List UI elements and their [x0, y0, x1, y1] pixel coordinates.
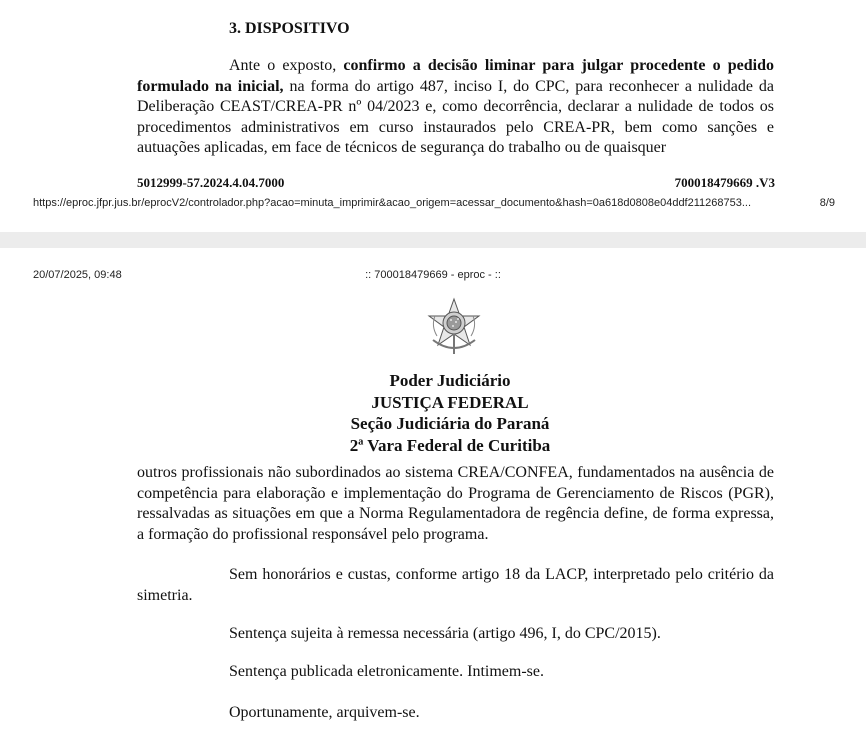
page-separator: [0, 232, 866, 248]
paragraph-intro: Ante o exposto,: [229, 57, 344, 74]
court-line-judiciary: Poder Judiciário: [389, 371, 511, 390]
brazil-coat-of-arms-icon: [425, 296, 483, 358]
remessa-line: Sentença sujeita à remessa necessária (artigo 496, I, do CPC/2015).: [229, 625, 661, 642]
paragraph-bold-text: confirmo a decisão liminar para julgar procedente o pedido formulado na inicial,: [137, 57, 775, 95]
dispositivo-paragraph: [137, 56, 774, 159]
header-document-id: :: 700018479669 - eproc - ::: [365, 269, 501, 281]
publicada-line: Sentença publicada eletronicamente. Intimem-se.: [229, 663, 544, 680]
print-datetime: 20/07/2025, 09:48: [33, 269, 122, 281]
section-heading: 3. DISPOSITIVO: [229, 20, 350, 37]
document-version: 700018479669 .V3: [674, 175, 775, 190]
document-page-bottom: [0, 248, 866, 732]
continuation-text: outros profissionais não subordinados ao sistema CREA/CONFEA, fundamentados na ausência de competência para elaboração e implementação do Programa de Gerenciamento de Riscos (PGR), ressalvadas as situações em que a Norma Regulamentadora de regência define, de forma expressa, a formação do profissional responsável pelo programa.: [137, 464, 774, 543]
fees-text: Sem honorários e custas, conforme artigo 18 da LACP, interpretado pelo critério da simetria.: [137, 566, 774, 604]
arquivem-line: Oportunamente, arquivem-se.: [229, 704, 420, 721]
process-number: 5012999-57.2024.4.04.7000: [137, 175, 285, 190]
footer-url[interactable]: https://eproc.jfpr.jus.br/eprocV2/controlador.php?acao=minuta_imprimir&acao_origem=acessar_documento&hash=0a618d0808e04ddf211268753...: [33, 197, 752, 209]
document-page-top: [0, 0, 866, 232]
court-line-court: 2ª Vara Federal de Curitiba: [349, 435, 551, 455]
court-header: [0, 370, 866, 456]
paragraph-rest: na forma do artigo 487, inciso I, do CPC, para reconhecer a nulidade da Deliberação CEAST/CREA-PR nº 04/2023 e, como decorrência, declarar a nulidade de todos os procedimentos administrativos em curso instaurados pelo CREA-PR, bem como sanções e autuações aplicadas, em face de técnicos de segurança do trabalho ou de quaisquer: [137, 77, 774, 156]
page-indicator: 8/9: [819, 197, 835, 209]
court-line-section: Seção Judiciária do Paraná: [350, 414, 550, 433]
continuation-paragraph: [137, 463, 774, 545]
fees-paragraph: [137, 565, 774, 606]
court-line-justice: JUSTIÇA FEDERAL: [371, 392, 529, 412]
